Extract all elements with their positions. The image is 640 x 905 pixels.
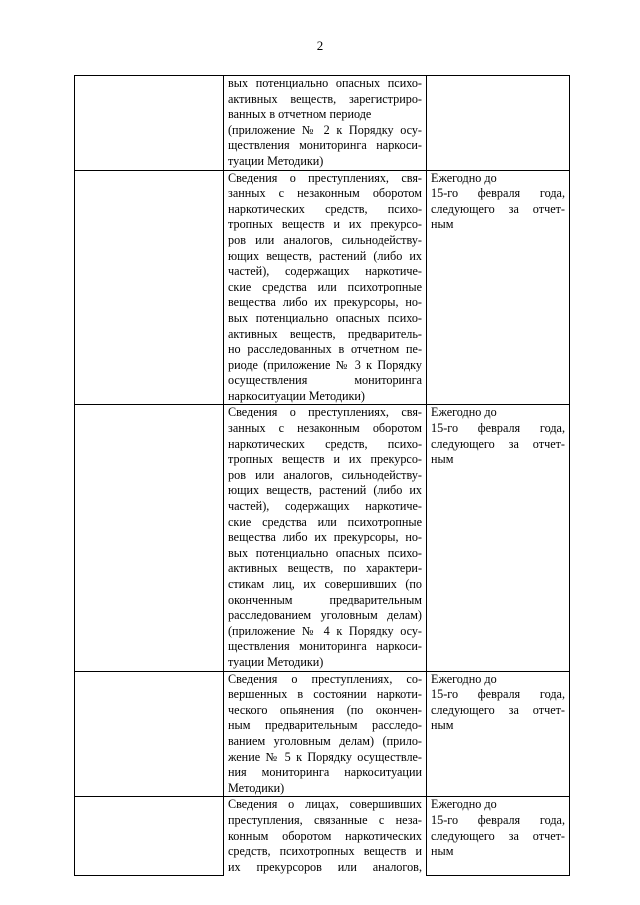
text-line: (приложение № 2 к Порядку осу-: [228, 122, 422, 137]
text-line: расследованием уголовным делам): [228, 608, 422, 623]
text-line: активных веществ, зарегистриро-: [228, 91, 422, 106]
text-line: активных веществ, предваритель-: [228, 326, 422, 341]
text-line: преступления, связанные с неза-: [228, 812, 422, 827]
text-line: ществления мониторинга наркоси-: [228, 138, 422, 153]
empty-cell: [75, 405, 224, 671]
text-line: осуществления мониторинга: [228, 373, 422, 388]
text-line: вых потенциально опасных психо-: [228, 545, 422, 560]
monitoring-table: [74, 75, 570, 876]
text-line: тропных веществ и их прекурсо-: [228, 452, 422, 467]
deadline-line: 15-го февраля года,: [431, 186, 565, 201]
text-line: ческого опьянения (по окончен-: [228, 702, 422, 717]
text-line: стикам лиц, их совершивших (по: [228, 577, 422, 591]
deadline-line: ным: [431, 452, 454, 467]
text-line: тропных веществ и их прекурсо-: [228, 217, 422, 232]
deadline-cell: [427, 76, 570, 171]
table-body: [75, 76, 570, 876]
description-cell: [224, 170, 427, 405]
page-number: 2: [316, 38, 324, 53]
deadline-line: Ежегодно до: [431, 405, 497, 420]
deadline-line: следующего за отчет-: [431, 436, 565, 451]
text-line: ющих веществ, растений (либо их: [228, 248, 422, 263]
text-line: наркоситуации Методики): [228, 388, 365, 403]
text-line: Сведения о преступлениях, со-: [228, 671, 422, 686]
deadline-cell: [427, 405, 570, 671]
description-cell: [224, 76, 427, 171]
text-line: ские средства или психотропные: [228, 279, 422, 294]
text-line: вых потенциально опасных психо-: [228, 76, 422, 90]
text-line: Сведения о преступлениях, свя-: [228, 170, 422, 185]
text-line: Методики): [228, 780, 285, 795]
deadline-line: ным: [431, 844, 454, 859]
text-line: занных с незаконным оборотом: [228, 186, 422, 201]
text-line: ров или аналогов, сильнодейству-: [228, 467, 422, 482]
deadline-line: ным: [431, 217, 454, 232]
text-line: ным предварительным расследо-: [228, 718, 422, 733]
deadline-line: следующего за отчет-: [431, 201, 565, 216]
text-line: конным оборотом наркотических: [228, 828, 422, 843]
table-row: [75, 405, 570, 671]
text-line: жение № 5 к Порядку осуществле-: [228, 749, 422, 764]
text-line: туации Методики): [228, 654, 324, 669]
text-line: вещества либо их прекурсоры, но-: [228, 295, 422, 310]
deadline-line: 15-го февраля года,: [431, 687, 565, 702]
deadline-line: ным: [431, 718, 454, 733]
description-cell: [224, 671, 427, 797]
table-row: [75, 671, 570, 797]
table-row: [75, 170, 570, 405]
text-line: вых потенциально опасных психо-: [228, 310, 422, 325]
text-line: наркотических средств, психо-: [228, 201, 422, 216]
deadline-line: следующего за отчет-: [431, 828, 565, 843]
text-line: но расследованных в отчетном пе-: [228, 342, 422, 357]
empty-cell: [75, 797, 224, 875]
text-line: наркотических средств, психо-: [228, 436, 422, 451]
table-row: [75, 76, 570, 171]
text-line: Сведения о лицах, совершивших: [228, 797, 422, 812]
deadline-line: 15-го февраля года,: [431, 421, 565, 436]
text-line: оконченным предварительным: [228, 592, 422, 607]
text-line: ров или аналогов, сильнодейству-: [228, 232, 422, 247]
text-line: занных с незаконным оборотом: [228, 421, 422, 436]
text-line: средств, психотропных веществ и: [228, 844, 422, 859]
text-line: ванных в отчетном периоде: [228, 107, 372, 122]
text-line: риоде (приложение № 3 к Порядку: [228, 357, 422, 372]
text-line: частей), содержащих наркотиче-: [228, 499, 422, 514]
text-line: ющих веществ, растений (либо их: [228, 483, 422, 498]
deadline-cell: [427, 797, 570, 875]
empty-cell: [75, 170, 224, 405]
text-line: вещества либо их прекурсоры, но-: [228, 530, 422, 545]
text-line: ществления мониторинга наркоси-: [228, 639, 422, 654]
text-line: туации Методики): [228, 153, 324, 168]
text-line: Сведения о преступлениях, свя-: [228, 405, 422, 420]
text-line: частей), содержащих наркотиче-: [228, 264, 422, 279]
deadline-line: следующего за отчет-: [431, 702, 565, 717]
text-line: ванием уголовным делам) (прило-: [228, 733, 422, 748]
text-line: ния мониторинга наркоситуации: [228, 765, 422, 780]
empty-cell: [75, 671, 224, 797]
empty-cell: [75, 76, 224, 171]
text-line: вершенных в состоянии наркоти-: [228, 687, 422, 702]
deadline-line: Ежегодно до: [431, 797, 497, 812]
text-line: активных веществ, по характери-: [228, 561, 422, 576]
deadline-line: 15-го февраля года,: [431, 812, 565, 827]
deadline-cell: [427, 170, 570, 405]
deadline-line: Ежегодно до: [431, 170, 497, 185]
text-line: ские средства или психотропные: [228, 514, 422, 529]
text-line: их прекурсоров или аналогов,: [228, 859, 422, 874]
text-line: (приложение № 4 к Порядку осу-: [228, 623, 422, 638]
table-row: [75, 797, 570, 875]
deadline-cell: [427, 671, 570, 797]
description-cell: [224, 405, 427, 671]
description-cell: [224, 797, 427, 875]
deadline-line: Ежегодно до: [431, 671, 497, 686]
